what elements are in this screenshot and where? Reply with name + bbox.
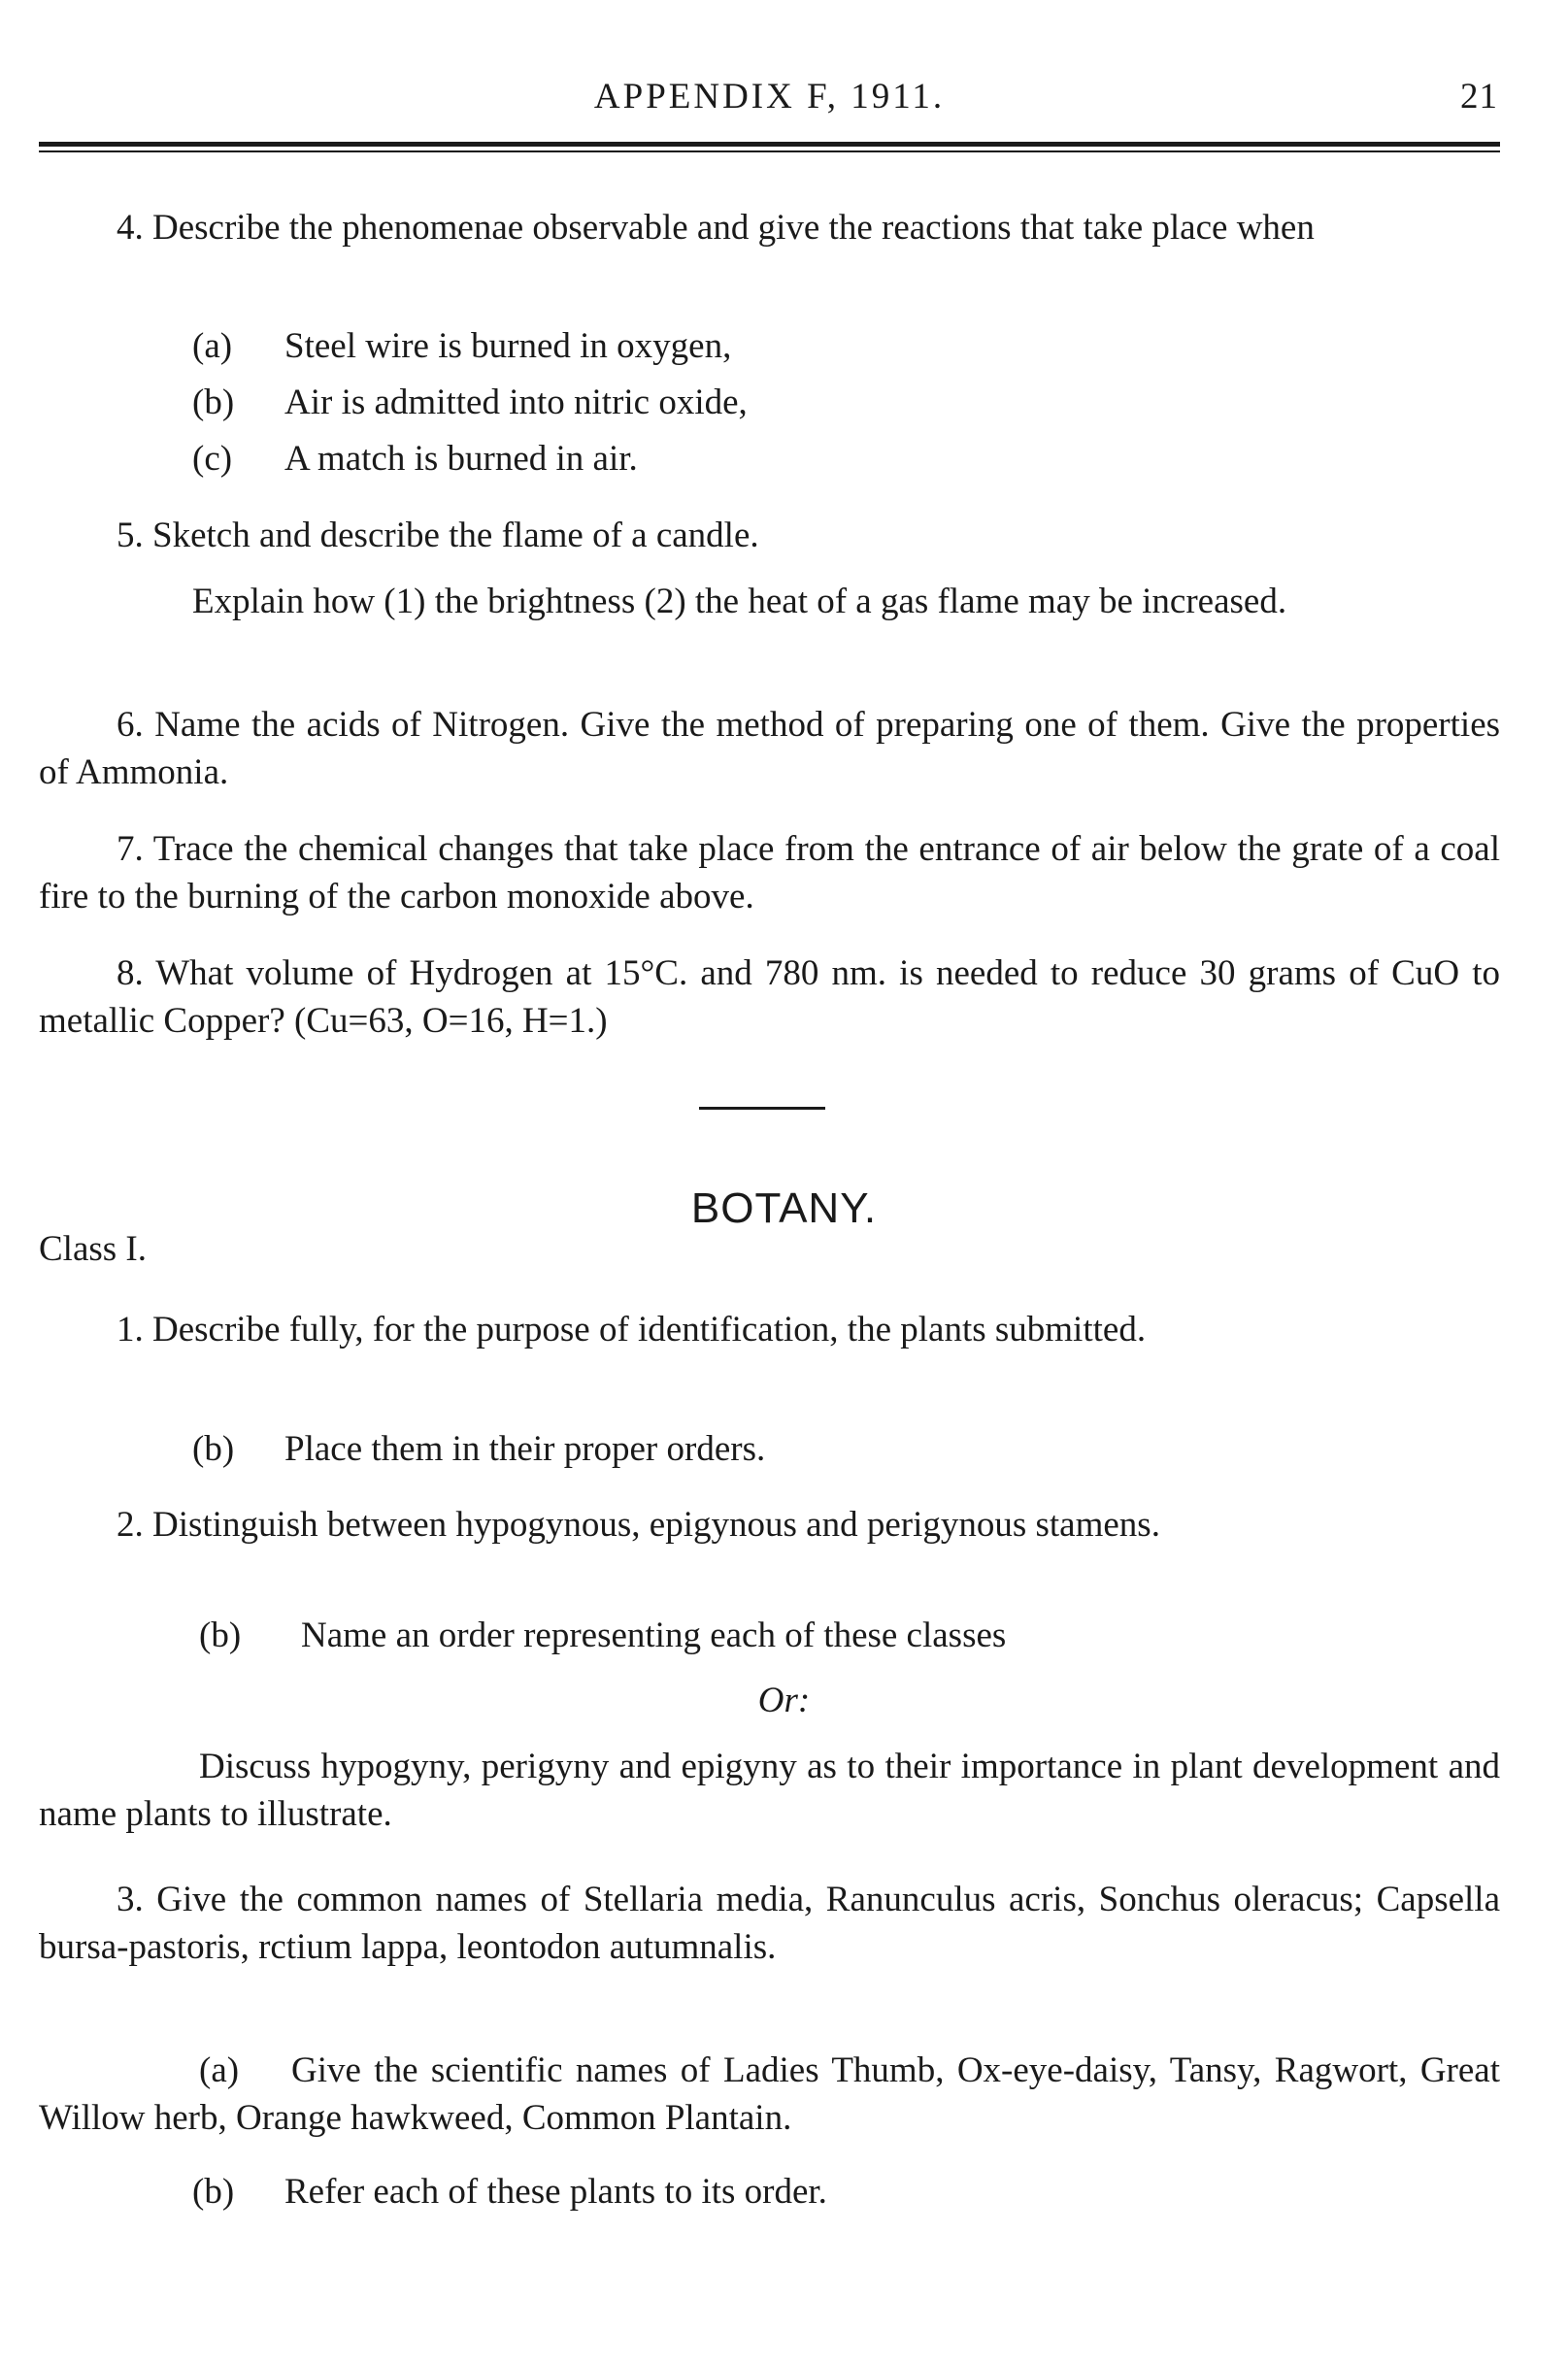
part-label: (a) — [192, 326, 233, 366]
question-4 — [39, 204, 1500, 251]
botany-question-2 — [39, 1501, 1500, 1549]
question-text: What volume of Hydrogen at 15°C. and 780 nm. is needed to reduce 30 grams of CuO to metallic Copper? (Cu=63, O=16, H=1.) — [39, 953, 1500, 1041]
question-number: 2. — [117, 1505, 144, 1545]
question-text: Describe the phenomenae observable and give the reactions that take place when — [152, 208, 1315, 248]
part-label: (b) — [192, 2172, 235, 2212]
part-text: Place them in their proper orders. — [284, 1429, 766, 1469]
class-label: Class I. — [39, 1229, 147, 1269]
or-separator: Or: — [757, 1681, 811, 1720]
part-label: (b) — [192, 1429, 235, 1469]
question-text: Sketch and describe the flame of a candle. — [152, 516, 759, 555]
question-4-part-c — [192, 435, 638, 483]
section-divider — [699, 1107, 825, 1110]
question-number: 6. — [117, 705, 144, 745]
botany-question-2-alternative — [39, 1743, 1500, 1838]
botany-question-2-part-b — [199, 1612, 1006, 1659]
part-label: (a) — [199, 2050, 240, 2090]
question-4-part-a — [192, 322, 731, 370]
page-header — [39, 76, 1500, 124]
question-text: Describe fully, for the purpose of identification, the plants submitted. — [152, 1310, 1147, 1350]
botany-question-1 — [39, 1306, 1500, 1353]
question-number: 1. — [117, 1310, 144, 1350]
question-6 — [39, 701, 1500, 796]
question-text: Distinguish between hypogynous, epigynous and perigynous stamens. — [152, 1505, 1160, 1545]
header-rule-thick — [39, 142, 1500, 147]
running-title: APPENDIX F, 1911. — [593, 77, 946, 117]
question-text: Trace the chemical changes that take place from the entrance of air below the grate of a coal fire to the burning of the carbon monoxide above. — [39, 829, 1500, 916]
question-number: 4. — [117, 208, 144, 248]
question-5-explain — [39, 578, 1500, 625]
header-rule-thin — [39, 150, 1500, 152]
question-number: 8. — [117, 953, 144, 993]
part-label: (c) — [192, 439, 233, 479]
alternative-text: Discuss hypogyny, perigyny and epigyny as to their importance in plant development and name plants to illustrate. — [39, 1747, 1500, 1834]
page-number: 21 — [1460, 77, 1498, 117]
question-8 — [39, 950, 1500, 1045]
question-text: Give the common names of Stellaria media, Ranunculus acris, Sonchus oleracus; Capsella bursa-pastoris, rctium lappa, leontodon autumnalis. — [39, 1880, 1501, 1967]
question-text-2: Explain how (1) the brightness (2) the heat of a gas flame may be increased. — [192, 582, 1287, 621]
part-text: Steel wire is burned in oxygen, — [284, 326, 732, 366]
botany-question-3 — [39, 1876, 1500, 1971]
section-heading-botany: BOTANY. — [690, 1184, 878, 1232]
question-5 — [117, 512, 759, 559]
question-number: 7. — [117, 829, 144, 869]
question-4-part-b — [192, 379, 748, 426]
question-number: 5. — [117, 516, 144, 555]
botany-question-3-part-a — [39, 2047, 1500, 2142]
part-label: (b) — [199, 1616, 242, 1655]
part-text: Name an order representing each of these classes — [301, 1616, 1007, 1655]
part-text: A match is burned in air. — [284, 439, 638, 479]
botany-question-3-part-b — [192, 2168, 827, 2216]
part-text: Air is admitted into nitric oxide, — [284, 383, 748, 422]
part-label: (b) — [192, 383, 235, 422]
botany-question-1-part-b — [192, 1425, 765, 1473]
question-7 — [39, 825, 1500, 920]
part-text: Give the scientific names of Ladies Thumb, Ox-eye-daisy, Tansy, Ragwort, Great Willow herb, Orange hawkweed, Common Plantain. — [39, 2050, 1500, 2138]
question-number: 3. — [117, 1880, 144, 1919]
part-text: Refer each of these plants to its order. — [284, 2172, 827, 2212]
question-text: Name the acids of Nitrogen. Give the method of preparing one of them. Give the properties of Ammonia. — [39, 705, 1501, 792]
